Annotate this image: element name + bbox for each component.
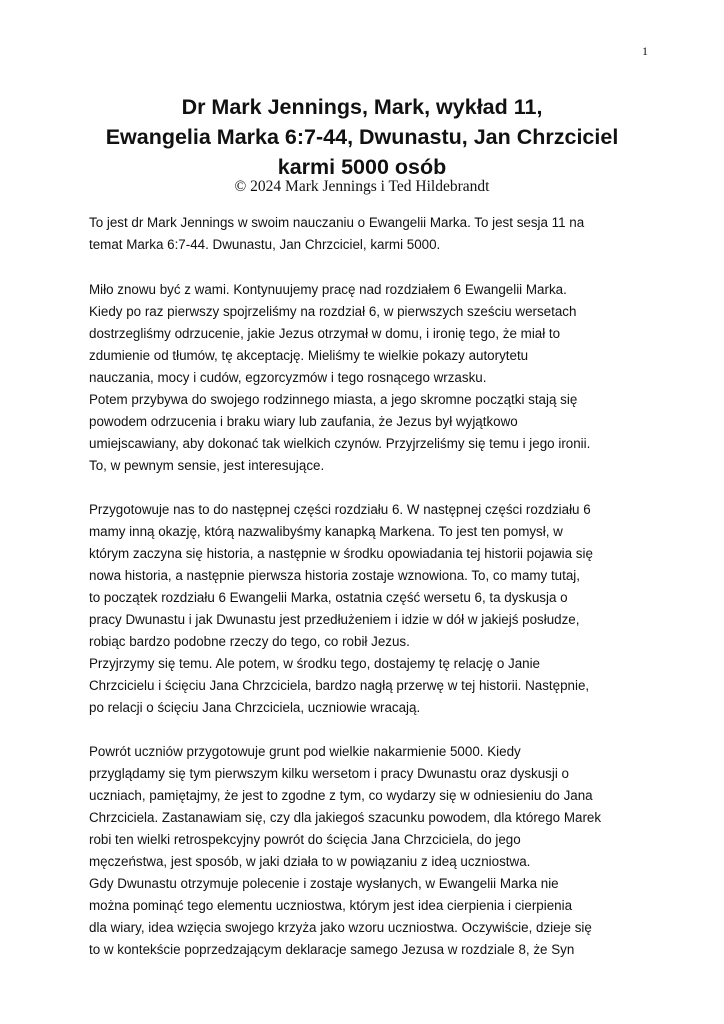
paragraph [89,279,649,389]
text-line: umiejscawiany, aby dokonać tak wielkich czynów. Przyjrzeliśmy się temu i jego ironii. [89,436,591,451]
text-line: nauczania, mocy i cudów, egzorcyzmów i tego rosnącego wrzasku. [89,370,487,385]
text-line: pracy Dwunastu i jak Dwunastu jest przedłużeniem i idzie w dół w jakiejś posłudze, [89,612,580,627]
text-line: Chrzciciela. Zastanawiam się, czy dla jakiegoś szacunku powodem, dla którego Marek [89,810,602,825]
text-line: temat Marka 6:7-44. Dwunastu, Jan Chrzciciel, karmi 5000. [89,237,441,252]
text-line: Chrzcicielu i ścięciu Jana Chrzciciela, bardzo nagłą przerwę w tej historii. Następnie, [89,678,590,693]
text-line: to w kontekście poprzedzającym deklaracje samego Jezusa w rozdziale 8, że Syn [89,942,575,957]
text-line: uczniach, pamiętajmy, że jest to zgodne z tym, co wydarzy się w odniesieniu do Jana [89,788,593,803]
text-line: dostrzegliśmy odrzucenie, jakie Jezus otrzymał w domu, i ironię tego, że miał to [89,326,561,341]
page-number: 1 [642,44,648,58]
title-line: Dr Mark Jennings, Mark, wykład 11, [181,95,543,119]
text-line: Miło znowu być z wami. Kontynuujemy pracę nad rozdziałem 6 Ewangelii Marka. [89,282,567,297]
text-line: przyglądamy się tym pierwszym kilku wersetom i pracy Dwunastu oraz dyskusji o [89,766,569,781]
paragraph [89,873,649,961]
text-line: Potem przybywa do swojego rodzinnego miasta, a jego skromne początki stają się [89,392,578,407]
text-line: Gdy Dwunastu otrzymuje polecenie i zostaje wysłanych, w Ewangelii Marka nie [89,876,559,891]
text-line: robiąc bardzo podobne rzeczy do tego, co robił Jezus. [89,634,410,649]
paragraph [89,212,649,256]
text-line: którym zaczyna się historia, a następnie w środku opowiadania tej historii pojawia się [89,546,593,561]
text-line: zdumienie od tłumów, tę akceptację. Mieliśmy te wielkie pokazy autorytetu [89,348,529,363]
text-line: Przygotowuje nas to do następnej części rozdziału 6. W następnej części rozdziału 6 [89,502,591,517]
text-line: powodem odrzucenia i braku wiary lub zaufania, że Jezus był wyjątkowo [89,414,518,429]
text-line: mamy inną okazję, którą nazwalibyśmy kanapką Markena. To jest ten pomysł, w [89,524,563,539]
copyright-notice: © 2024 Mark Jennings i Ted Hildebrandt [234,178,490,195]
text-line: robi ten wielki retrospekcyjny powrót do ścięcia Jana Chrzciciela, do jego [89,832,521,847]
paragraph [89,741,649,873]
text-line: można pominąć tego elementu uczniostwa, którym jest idea cierpienia i cierpienia [89,898,573,913]
text-line: Kiedy po raz pierwszy spojrzeliśmy na rozdział 6, w pierwszych sześciu wersetach [89,304,577,319]
text-line: to początek rozdziału 6 Ewangelii Marka, ostatnia część wersetu 6, ta dyskusja o [89,590,568,605]
text-line: To jest dr Mark Jennings w swoim nauczaniu o Ewangelii Marka. To jest sesja 11 na [89,215,585,230]
text-line: męczeństwa, jest sposób, w jaki działa to w powiązaniu z ideą uczniostwa. [89,854,531,869]
text-line: po relacji o ścięciu Jana Chrzciciela, uczniowie wracają. [89,700,421,715]
paragraph [89,653,649,719]
text-line: Przyjrzymy się temu. Ale potem, w środku tego, dostajemy tę relację o Janie [89,656,541,671]
paragraph [89,389,649,477]
text-line: dla wiary, idea wzięcia swojego krzyża jako wzoru uczniostwa. Oczywiście, dzieje się [89,920,592,935]
paragraph [89,499,649,653]
title-line: Ewangelia Marka 6:7-44, Dwunastu, Jan Chrzciciel [105,125,619,149]
text-line: To, w pewnym sensie, jest interesujące. [89,458,325,473]
text-line: nowa historia, a następnie pierwsza historia zostaje wznowiona. To, co mamy tutaj, [89,568,580,583]
text-line: Powrót uczniów przygotowuje grunt pod wielkie nakarmienie 5000. Kiedy [89,744,521,759]
document-title [80,92,644,182]
title-line: karmi 5000 osób [277,155,447,179]
